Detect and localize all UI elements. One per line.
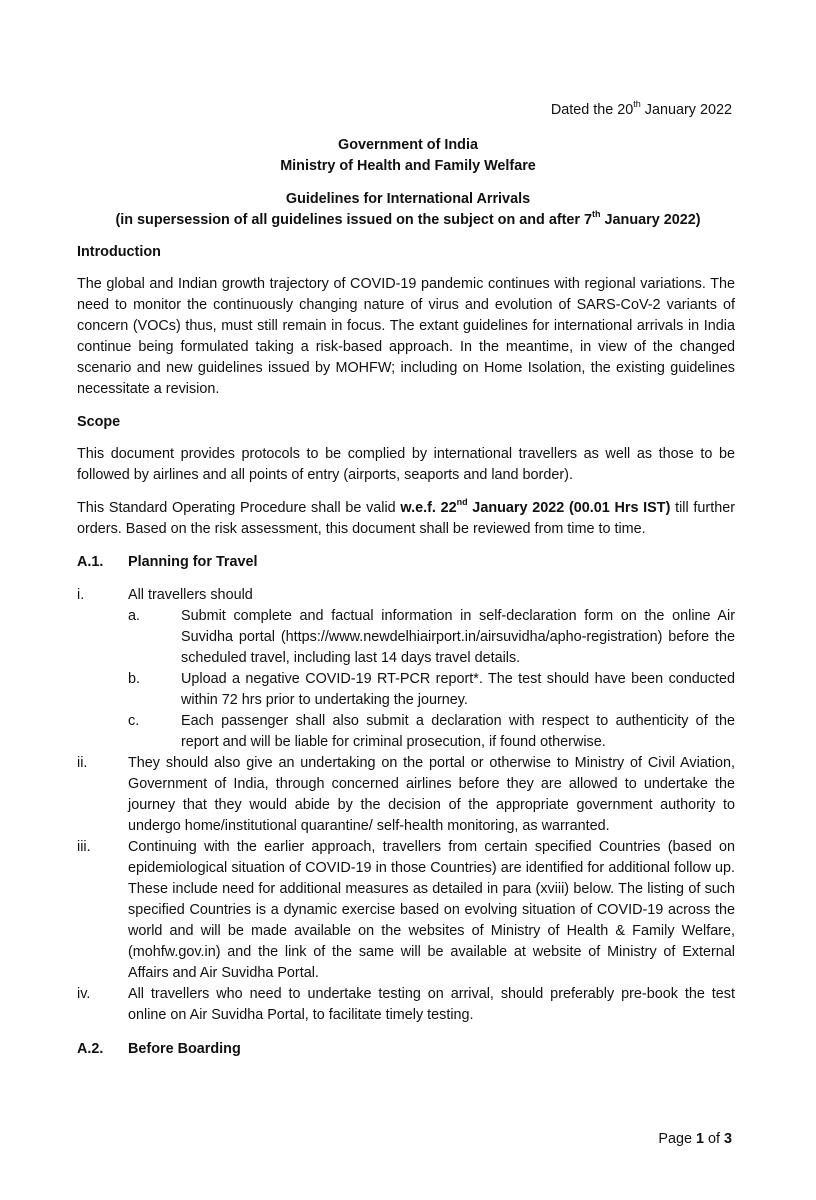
scope-p2-suffix: till further orders. Based on the risk assessment, this document shall be reviewed from time to time. bbox=[77, 500, 735, 537]
section-a1-number: A.1. bbox=[77, 554, 104, 570]
footer-prefix: Page bbox=[658, 1131, 696, 1147]
date-sup: th bbox=[633, 99, 641, 110]
introduction-heading: Introduction bbox=[77, 244, 161, 260]
section-a2-title: Before Boarding bbox=[128, 1041, 241, 1057]
subitem-b-number: b. bbox=[128, 671, 141, 687]
scope-p2-sup: nd bbox=[456, 497, 468, 508]
subtitle-sup: th bbox=[592, 209, 601, 220]
introduction-body: The global and Indian growth trajectory of COVID-19 pandemic continues with regional variations. The need to monitor the continuously changing nature of virus and evolution of SARS-CoV-2 variants of concern (VOCs) thus, must still remain in focus. The extant guidelines for international arrivals in India continue being formulated taking a risk-based approach. In the meantime, in view of the changed scenario and new guidelines issued by MOHFW; including on Home Isolation, the existing guidelines necessitate a revision. bbox=[77, 276, 735, 397]
subtitle-prefix: (in supersession of all guidelines issued on the subject on and after 7 bbox=[115, 212, 593, 228]
footer-total-pages: 3 bbox=[723, 1131, 732, 1147]
item-ii-number: ii. bbox=[77, 755, 88, 771]
subitem-c-number: c. bbox=[128, 713, 140, 729]
subitem-a-text: Submit complete and factual information in self-declaration form on the online Air Suvidha portal (https://www.newdelhiairport.in/airsuvidha/apho-registration) before the scheduled travel, including last 14 days travel details. bbox=[181, 608, 735, 666]
scope-p2-bold1: w.e.f. 22 bbox=[400, 500, 457, 516]
document-subtitle bbox=[70, 210, 746, 231]
item-iv-text: All travellers who need to undertake testing on arrival, should preferably pre-book the test online on Air Suvidha Portal, to facilitate timely testing. bbox=[128, 986, 735, 1023]
subitem-c-text: Each passenger shall also submit a declaration with respect to authenticity of the report and will be liable for criminal prosecution, if found otherwise. bbox=[181, 713, 735, 750]
subitem-a-number: a. bbox=[128, 608, 141, 624]
scope-p2-prefix: This Standard Operating Procedure shall be valid bbox=[77, 500, 401, 516]
scope-paragraph-2 bbox=[77, 498, 735, 540]
section-a2-heading bbox=[77, 1039, 241, 1060]
scope-paragraph-1: This document provides protocols to be complied by international travellers as well as those to be followed by airlines and all points of entry (airports, seaports and land border). bbox=[77, 446, 735, 483]
item-iii-number: iii. bbox=[77, 839, 91, 855]
item-ii-text: They should also give an undertaking on the portal or otherwise to Ministry of Civil Aviation, Government of India, through concerned airlines before they are allowed to undertake the journey that they would abide by the decision of the appropriate government authority to undergo home/institutional quarantine/ self-health monitoring, as warranted. bbox=[128, 755, 735, 834]
document-title: Guidelines for International Arrivals bbox=[285, 191, 531, 207]
date-prefix: Dated the 20 bbox=[550, 102, 634, 118]
gov-heading: Government of India bbox=[338, 137, 478, 153]
section-a1-heading bbox=[77, 552, 258, 573]
ministry-heading: Ministry of Health and Family Welfare bbox=[280, 158, 536, 174]
date-line bbox=[551, 100, 732, 121]
item-iii-text: Continuing with the earlier approach, travellers from certain specified Countries (based on epidemiological situation of COVID-19 in those Countries) are identified for additional follow up. These include need for additional measures as detailed in para (xviii) below. The listing of such specified Countries is a dynamic exercise based on evolving situation of COVID-19 across the world and will be made available on the websites of Ministry of Health & Family Welfare, (mohfw.gov.in) and the link of the same will be available at website of Ministry of External Affairs and Air Suvidha Portal. bbox=[128, 839, 735, 981]
section-a1-title: Planning for Travel bbox=[128, 554, 258, 570]
item-iv-number: iv. bbox=[77, 986, 91, 1002]
subtitle-suffix: January 2022) bbox=[600, 212, 701, 228]
page-footer bbox=[658, 1129, 732, 1150]
footer-current-page: 1 bbox=[695, 1131, 704, 1147]
scope-heading: Scope bbox=[77, 414, 121, 430]
section-a2-number: A.2. bbox=[77, 1041, 104, 1057]
item-i-text: All travellers should bbox=[128, 587, 253, 603]
item-i-number: i. bbox=[77, 587, 85, 603]
scope-p2-bold2: January 2022 (00.01 Hrs IST) bbox=[467, 500, 671, 516]
subitem-b-text: Upload a negative COVID-19 RT-PCR report*. The test should have been conducted within 72 hrs prior to undertaking the journey. bbox=[181, 671, 735, 708]
footer-mid: of bbox=[703, 1131, 724, 1147]
date-suffix: January 2022 bbox=[640, 102, 732, 118]
